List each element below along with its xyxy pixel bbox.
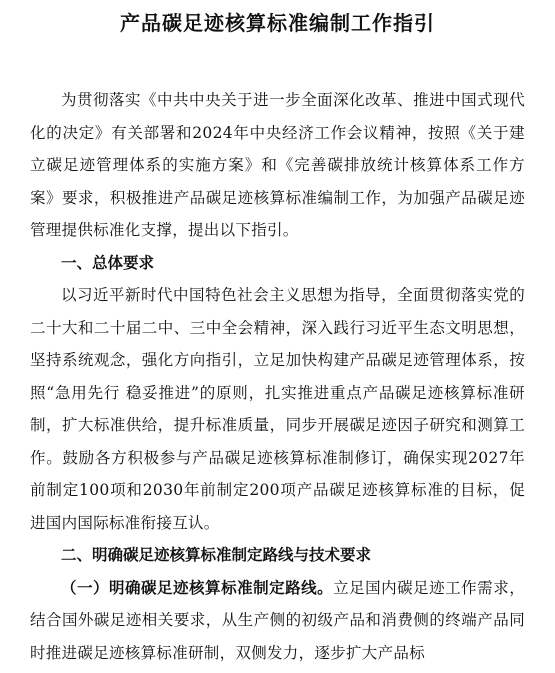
- document-title: 产品碳足迹核算标准编制工作指引: [120, 11, 435, 35]
- section-2-1-heading: （一）明确碳足迹核算标准制定路线。: [61, 577, 334, 597]
- section-2-1-body: 立足国内碳足迹工作需求，结合国外碳足迹相关要求，从生产侧的初级产品和消费侧的终端产品同时推进碳足迹核算标准研制，双侧发力，逐步扩大产品标: [30, 578, 525, 662]
- section-2-1-paragraph: [30, 572, 525, 670]
- intro-paragraph: 为贯彻落实《中共中央关于进一步全面深化改革、推进中国式现代化的决定》有关部署和2024年中央经济工作会议精神，按照《关于建立碳足迹管理体系的实施方案》和《完善碳排放统计核算体系工作方案》要求，积极推进产品碳足迹核算标准编制工作，为加强产品碳足迹管理提供标准化支撑，提出以下指引。: [30, 91, 525, 239]
- section-2-heading: 二、明确碳足迹核算标准制定路线与技术要求: [61, 546, 372, 564]
- section-1-heading: 一、总体要求: [61, 253, 155, 272]
- section-1-paragraph: 以习近平新时代中国特色社会主义思想为指导，全面贯彻落实党的二十大和二十届二中、三中全会精神，深入践行习近平生态文明思想，坚持系统观念，强化方向指引，立足加快构建产品碳足迹管理体系，按照“急用先行 稳妥推进”的原则，扎实推进重点产品碳足迹核算标准研制，扩大标准供给，提升标准质量，同步开展碳足迹因子研究和测算工作。鼓励各方积极参与产品碳足迹核算标准制修订，确保实现2027年前制定100项和2030年前制定200项产品碳足迹核算标准的目标，促进国内国际标准衔接互认。: [30, 286, 525, 532]
